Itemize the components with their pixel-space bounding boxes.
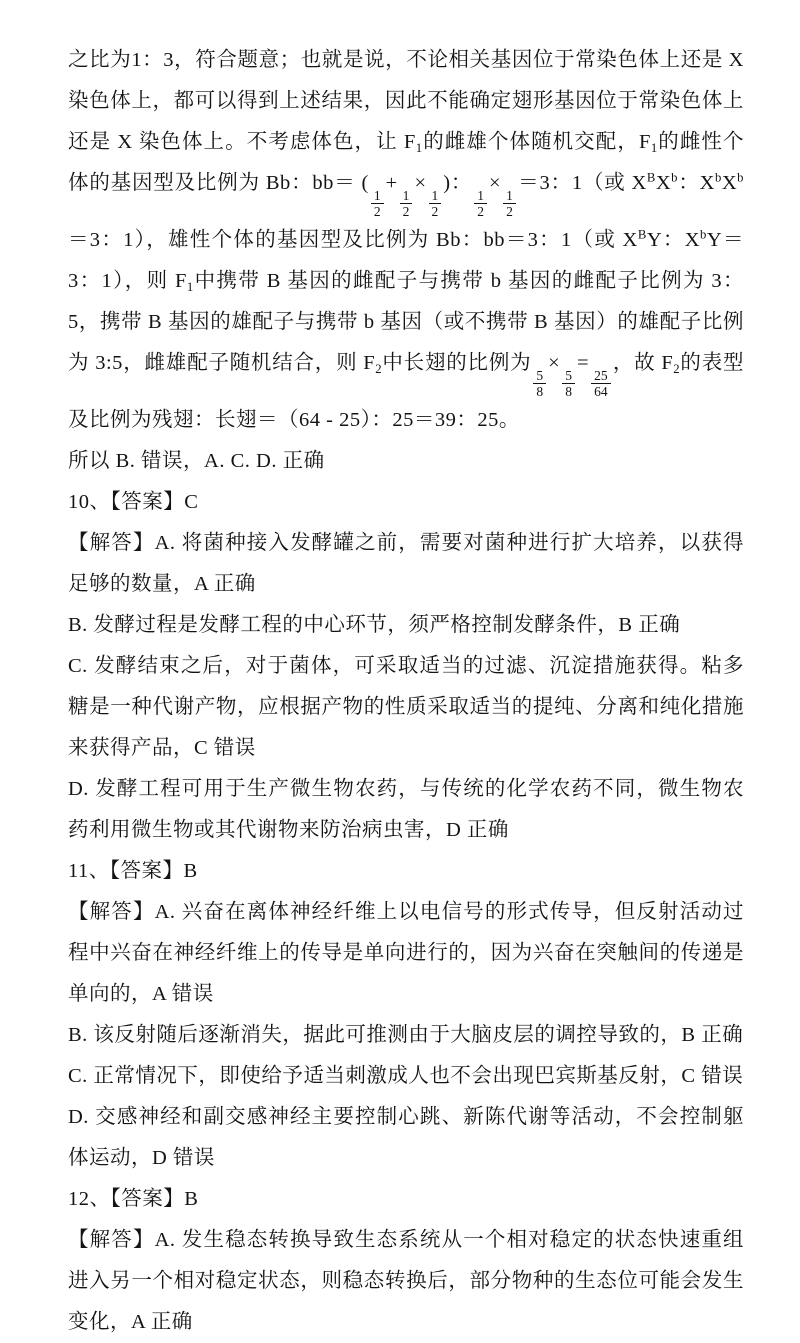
subscript: 2 (673, 361, 681, 376)
fraction: $\frac{1}{2}$ (474, 188, 487, 220)
paragraph-answer-10-option-d: D. 发酵工程可用于生产微生物农药，与传统的化学农药不同，微生物农药利用微生物或其代谢物来防治病虫害，D 正确 (68, 777, 744, 841)
paragraph-answer-12-option-a: 【解答】A. 发生稳态转换导致生态系统从一个相对稳定的状态快速重组进入另一个相对稳定状态，则稳态转换后，部分物种的生态位可能会发生变化，A 正确 (68, 1228, 744, 1333)
fraction: $\frac{1}{2}$ (371, 188, 384, 220)
paragraph-answer-11-option-b: B. 该反射随后逐渐消失，据此可推测由于大脑皮层的调控导致的，B 正确 (68, 1023, 744, 1046)
paragraph-answer-11-option-d: D. 交感神经和副交感神经主要控制心跳、新陈代谢等活动，不会控制躯体运动，D 错误 (68, 1105, 744, 1169)
superscript: b (714, 170, 722, 185)
fraction: $\frac{1}{2}$ (429, 188, 442, 220)
paragraph-answer-12-heading: 12、【答案】B (68, 1187, 199, 1210)
superscript: b (700, 227, 707, 242)
superscript: b (737, 170, 744, 185)
paragraph-answer-10-heading: 10、【答案】C (68, 490, 199, 513)
paragraph-answer-10-option-a: 【解答】A. 将菌种接入发酵罐之前，需要对菌种进行扩大培养，以获得足够的数量，A 正确 (68, 531, 744, 595)
subscript: 1 (186, 279, 194, 294)
subscript: 1 (650, 140, 658, 155)
subscript: 2 (375, 361, 383, 376)
paragraph-answer-11-option-c: C. 正常情况下，即使给予适当刺激成人也不会出现巴宾斯基反射，C 错误 (68, 1064, 744, 1087)
fraction: $\frac{1}{2}$ (400, 188, 413, 220)
superscript: B (646, 170, 656, 185)
superscript: b (671, 170, 679, 185)
paragraph-answer-11-heading: 11、【答案】B (68, 859, 198, 882)
fraction: $\frac{5}{8}$ (562, 368, 575, 400)
paragraph-answer-10-option-c: C. 发酵结束之后，对于菌体，可采取适当的过滤、沉淀措施获得。粘多糖是一种代谢产物，应根据产物的性质采取适当的提纯、分离和纯化措施来获得产品，C 错误 (68, 654, 744, 759)
fraction: $\frac{25}{64}$ (591, 368, 611, 400)
fraction: $\frac{1}{2}$ (503, 188, 516, 220)
paragraph-answer-9-conclusion: 所以 B. 错误，A. C. D. 正确 (68, 449, 325, 472)
paragraph-answer-9-continuation: 之比为1：3，符合题意；也就是说，不论相关基因位于常染色体上还是 X 染色体上，都可以得到上述结果，因此不能确定翅形基因位于常染色体上还是 X 染色体上。不考虑体色，让 $F_1$的雌雄个体随机交配，$F_1$的雌性个体的基因型及比例为 Bb：bb＝ ( $\frac{1}{2}$ + $\frac{1}{2}$ × $\frac{1}{2}$ )： $\frac{1}{2}$ × $\frac{1}{2}$ ＝3：1（或 $X^BX^b$：$X^bX^b=3$：1），雄性个体的基因型及比例为 Bb：bb＝3：1（或 $X^BY$：$X^bY=3$：1），则 $F_1$中携带 B 基因的雌配子与携带 b 基因的雌配子比例为 3：5，携带 B 基因的雄配子与携带 b 基因（或不携带 B 基因）的雄配子比例为 3:5，雌雄配子随机结合，则 $F_2$中长翅的比例为 $\frac{5}{8}$ × $\frac{5}{8}$ = $\frac{25}{64}$ ，故 $F_2$的表型及比例为残翅：长翅＝（64 - 25）：25＝39：25。 (68, 49, 745, 431)
superscript: B (637, 227, 647, 242)
fraction: $\frac{5}{8}$ (533, 368, 546, 400)
paragraph-answer-11-option-a: 【解答】A. 兴奋在离体神经纤维上以电信号的形式传导，但反射活动过程中兴奋在神经纤维上的传导是单向进行的，因为兴奋在突触间的传递是单向的，A 错误 (68, 900, 744, 1005)
paragraph-answer-10-option-b: B. 发酵过程是发酵工程的中心环节，须严格控制发酵条件，B 正确 (68, 613, 681, 636)
subscript: 1 (415, 140, 423, 155)
